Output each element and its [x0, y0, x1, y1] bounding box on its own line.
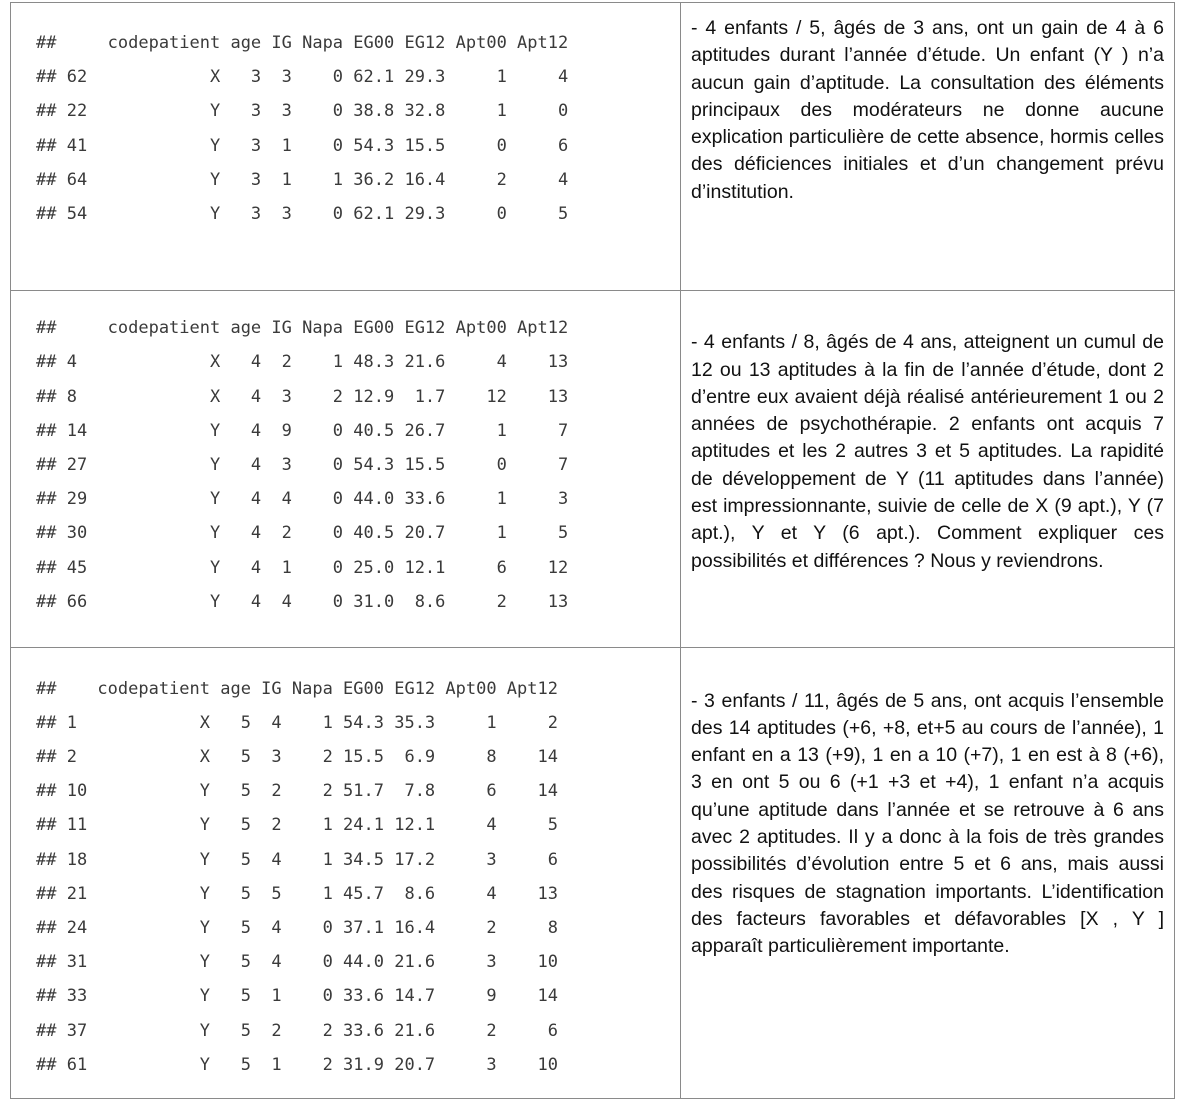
commentary-age4: - 4 enfants / 8, âgés de 4 ans, atteignent un cumul de 12 ou 13 aptitudes à la fin de l’année d’étude, dont 2 d’entre eux avaient déjà réalisé antérieurement 1 ou 2 années de psychothérapie. 2 enfants ont acquis 7 aptitudes et les 2 autres 3 et 5 aptitudes. La rapidité de développement de Y (11 aptitudes dans l’année) est impressionnante, suivie de celle de X (9 apt.), Y (7 apt.), Y et Y (6 apt.). Comment expliquer ces possibilités et différences ? Nous y reviendrons. [691, 331, 1164, 572]
r-line: ## 45 Y 4 1 0 25.0 12.1 6 12 [36, 557, 569, 578]
commentary-age5: - 3 enfants / 11, âgés de 5 ans, ont acquis l’ensemble des 14 aptitudes (+6, +8, et+5 au cours de l’année), 1 enfant en a 13 (+9), 1 en a 10 (+7), 1 en est à 8 (+6), 3 en ont 5 ou 6 (+1 +3 et +4), 1 enfant n’a acquis qu’une aptitude dans l’année et se retrouve à 6 ans avec 2 aptitudes. Il y a donc à la fois de très grandes possibilités d’évolution entre 5 et 6 ans, mais aussi des risques de stagnation importants. L’identification des facteurs favorables et défavorables [X , Y ] apparaît particulièrement importante. [691, 689, 1164, 958]
r-line: ## 11 Y 5 2 1 24.1 12.1 4 5 [36, 815, 558, 836]
r-line: ## 14 Y 4 9 0 40.5 26.7 1 7 [36, 420, 569, 441]
document-table [10, 2, 1175, 1099]
r-line: ## 41 Y 3 1 0 54.3 15.5 0 6 [36, 135, 569, 156]
table-row [11, 291, 1175, 647]
r-line: ## 21 Y 5 5 1 45.7 8.6 4 13 [36, 883, 558, 904]
r-line: ## 10 Y 5 2 2 51.7 7.8 6 14 [36, 781, 558, 802]
r-line: ## 31 Y 5 4 0 44.0 21.6 3 10 [36, 952, 558, 973]
commentary-cell [681, 3, 1175, 291]
r-line: ## 4 X 4 2 1 48.3 21.6 4 13 [36, 352, 569, 373]
r-line: ## 33 Y 5 1 0 33.6 14.7 9 14 [36, 986, 558, 1007]
r-line: ## 29 Y 4 4 0 44.0 33.6 1 3 [36, 489, 569, 510]
r-line: ## 18 Y 5 4 1 34.5 17.2 3 6 [36, 849, 558, 870]
r-line: ## 61 Y 5 1 2 31.9 20.7 3 10 [36, 1054, 558, 1075]
r-line: ## 27 Y 4 3 0 54.3 15.5 0 7 [36, 455, 569, 476]
r-line: ## 54 Y 3 3 0 62.1 29.3 0 5 [36, 204, 569, 225]
r-line: ## 30 Y 4 2 0 40.5 20.7 1 5 [36, 523, 569, 544]
commentary-cell [681, 647, 1175, 1098]
commentary-age3: - 4 enfants / 5, âgés de 3 ans, ont un gain de 4 à 6 aptitudes durant l’année d’étude. Un enfant (Y ) n’a aucun gain d’aptitude. La consultation des éléments principaux des modérateurs ne donne aucune explication particulière de cette absence, hormis celles des déficiences initiales et d’un changement prévu d’institution. [691, 17, 1164, 203]
r-output-age3 [11, 3, 680, 231]
r-line: ## 62 X 3 3 0 62.1 29.3 1 4 [36, 67, 569, 88]
r-line: ## codepatient age IG Napa EG00 EG12 Apt00 Apt12 [36, 678, 558, 699]
r-output-cell [11, 291, 681, 647]
r-line: ## 22 Y 3 3 0 38.8 32.8 1 0 [36, 101, 569, 122]
r-output-cell [11, 3, 681, 291]
r-line: ## 1 X 5 4 1 54.3 35.3 1 2 [36, 712, 558, 733]
r-line: ## 2 X 5 3 2 15.5 6.9 8 14 [36, 746, 558, 767]
r-line: ## 37 Y 5 2 2 33.6 21.6 2 6 [36, 1020, 558, 1041]
r-line: ## 24 Y 5 4 0 37.1 16.4 2 8 [36, 917, 558, 938]
r-line: ## codepatient age IG Napa EG00 EG12 Apt00 Apt12 [36, 33, 569, 53]
r-output-age5 [11, 648, 680, 1082]
table-row [11, 647, 1175, 1098]
r-line: ## 8 X 4 3 2 12.9 1.7 12 13 [36, 386, 569, 407]
r-output-age4 [11, 291, 680, 619]
r-line: ## codepatient age IG Napa EG00 EG12 Apt00 Apt12 [36, 318, 569, 339]
r-output-cell [11, 647, 681, 1098]
r-line: ## 66 Y 4 4 0 31.0 8.6 2 13 [36, 591, 569, 612]
r-line: ## 64 Y 3 1 1 36.2 16.4 2 4 [36, 169, 569, 190]
commentary-cell [681, 291, 1175, 647]
table-row [11, 3, 1175, 291]
